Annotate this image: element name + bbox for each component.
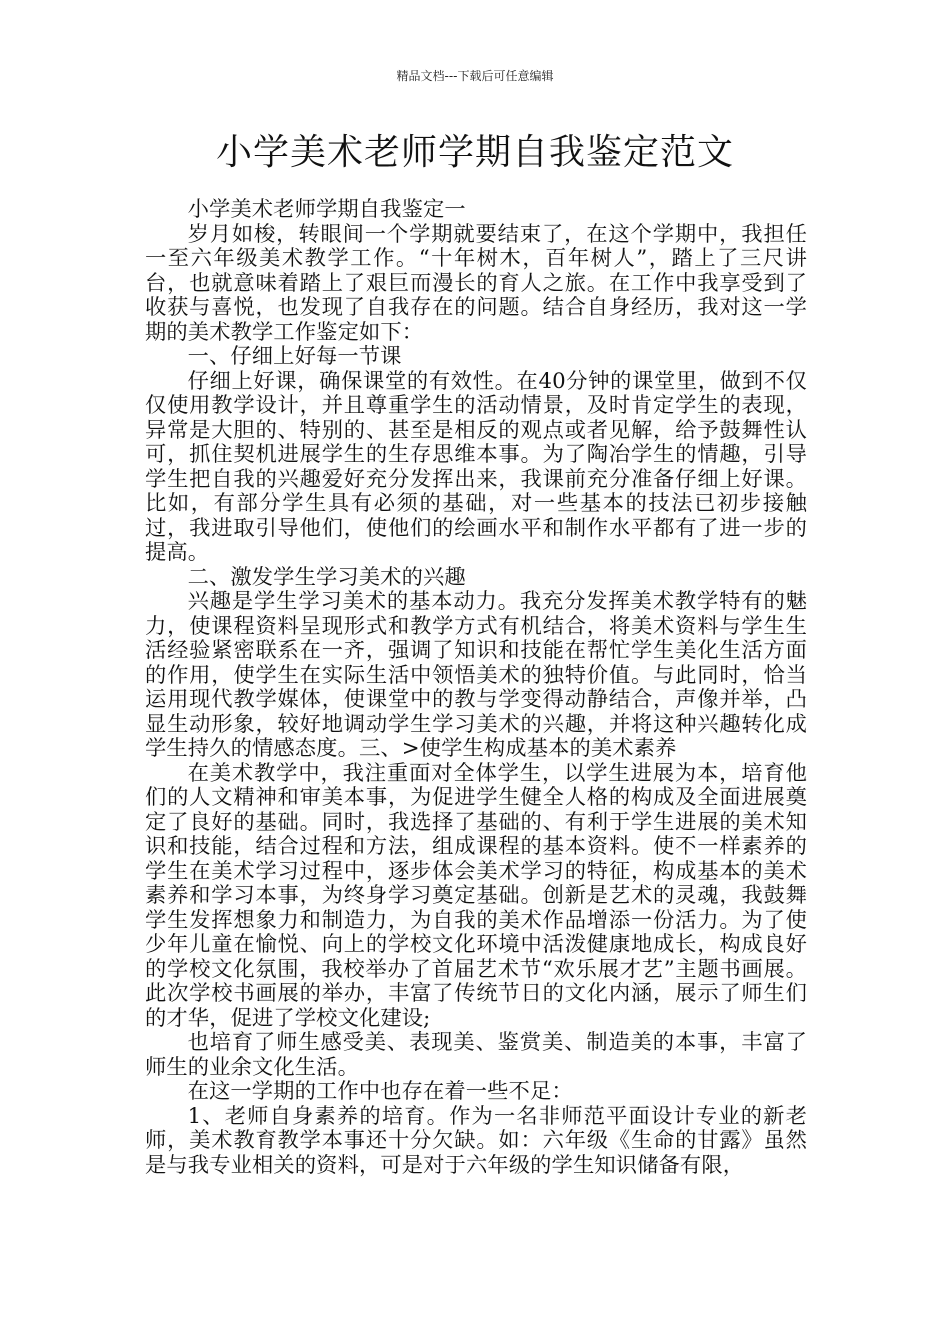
body-paragraph: 兴趣是学生学习美术的基本动力。我充分发挥美术教学特有的魅力，使课程资料呈现形式和教学方式有机结合，将美术资料与学生生活经验紧密联系在一齐，强调了知识和技能在帮忙学生美化生活方面的作用，使学生在实际生活中领悟美术的独特价值。与此同时，恰当运用现代教学媒体，使课堂中的教与学变得动静结合，声像并举，凸显生动形象，较好地调动学生学习美术的兴趣，并将这种兴趣转化成学生持久的情感态度。三、>使学生构成基本的美术素养	[145, 589, 807, 761]
document-body	[145, 198, 807, 1178]
document-title: 小学美术老师学期自我鉴定范文	[215, 132, 734, 173]
section-heading: 一、仔细上好每一节课	[187, 344, 402, 369]
body-paragraph: 在这一学期的工作中也存在着一些不足：	[187, 1079, 573, 1104]
body-paragraph: 1、老师自身素养的培育。作为一名非师范平面设计专业的新老师，美术教育教学本事还十分欠缺。如：六年级《生命的甘露》虽然是与我专业相关的资料，可是对于六年级的学生知识储备有限，	[145, 1103, 807, 1178]
body-paragraph: 仔细上好课，确保课堂的有效性。在40分钟的课堂里，做到不仅仅使用教学设计，并且尊重学生的活动情景，及时肯定学生的表现，异常是大胆的、特别的、甚至是相反的观点或者见解，给予鼓舞性认可，抓住契机进展学生的生存思维本事。为了陶冶学生的情趣，引导学生把自我的兴趣爱好充分发挥出来，我课前充分准备仔细上好课。比如，有部分学生具有必须的基础，对一些基本的技法已初步接触过，我进取引导他们，使他们的绘画水平和制作水平都有了进一步的提高。	[145, 368, 807, 565]
body-paragraph: 也培育了师生感受美、表现美、鉴赏美、制造美的本事，丰富了师生的业余文化生活。	[145, 1030, 807, 1080]
body-paragraph: 在美术教学中，我注重面对全体学生，以学生进展为本，培育他们的人文精神和审美本事，为促进学生健全人格的构成及全面进展奠定了良好的基础。同时，我选择了基础的、有利于学生进展的美术知识和技能，结合过程和方法，组成课程的基本资料。使不一样素养的学生在美术学习过程中，逐步体会美术学习的特征，构成基本的美术素养和学习本事，为终身学习奠定基础。创新是艺术的灵魂，我鼓舞学生发挥想象力和制造力，为自我的美术作品增添一份活力。为了使少年儿童在愉悦、向上的学校文化环境中活泼健康地成长，构成良好的学校文化氛围，我校举办了首届艺术节“欢乐展才艺”主题书画展。此次学校书画展的举办，丰富了传统节日的文化内涵，展示了师生们的才华，促进了学校文化建设;	[145, 760, 807, 1031]
body-paragraph: 岁月如梭，转眼间一个学期就要结束了，在这个学期中，我担任一至六年级美术教学工作。“十年树木，百年树人”，踏上了三尺讲台，也就意味着踏上了艰巨而漫长的育人之旅。在工作中我享受到了收获与喜悦，也发现了自我存在的问题。结合自身经历，我对这一学期的美术教学工作鉴定如下：	[145, 221, 807, 345]
header-note: 精品文档---下载后可任意编辑	[396, 69, 554, 83]
section-heading: 二、激发学生学习美术的兴趣	[187, 564, 466, 590]
section-heading: 小学美术老师学期自我鉴定一	[187, 197, 466, 222]
